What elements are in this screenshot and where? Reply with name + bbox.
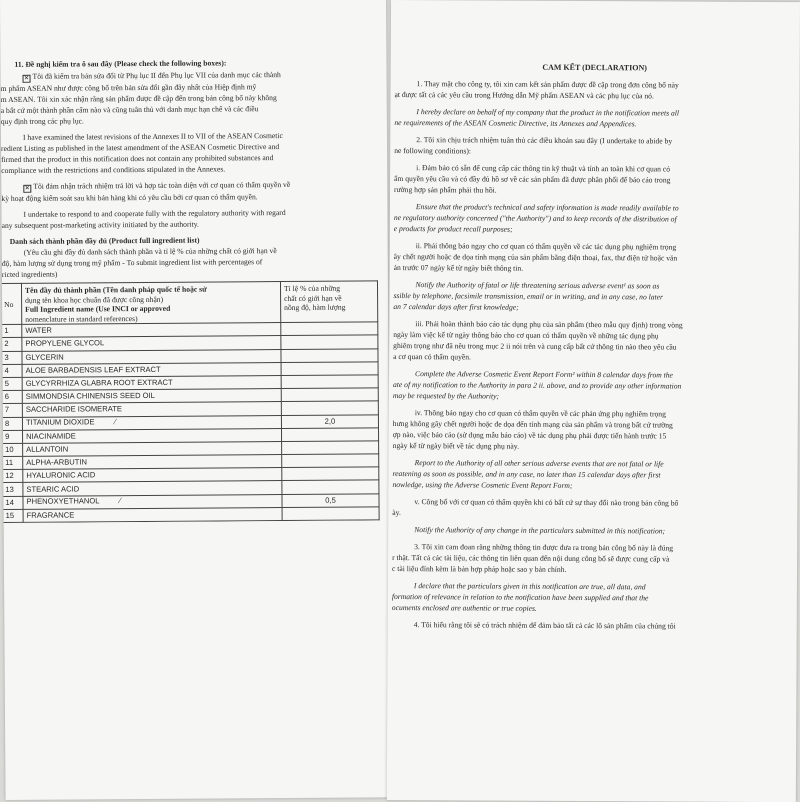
text-line: i. Đảm bảo có sẵn để cung cấp các thông tin kỹ thuật và tính an toàn khi cơ quan có	[416, 162, 671, 174]
right-document-page	[387, 0, 800, 802]
text-line: nowledge, using the Adverse Cosmetic Event Report Form;	[392, 480, 573, 490]
check-mark-icon: ⁄	[114, 417, 116, 427]
section-title: 11. Đề nghị kiểm tra ô sau đây (Please check the following boxes):	[14, 58, 227, 69]
text-line: redient Listing as published in the latest amendment of the ASEAN Cosmetic Directive and	[1, 142, 280, 154]
row-number: 3	[1, 351, 22, 364]
table-row	[2, 507, 379, 523]
ingredient-percentage: 0,5	[282, 493, 379, 507]
text-line: v. Công bố với cơ quan có thẩm quyền khi có bất cứ sự thay đổi nào trong bản công bố	[414, 497, 679, 508]
text-line: iii. Phải hoàn thành báo cáo tác dụng phụ của sản phẩm (theo mẫu quy định) trong vòng	[415, 318, 683, 330]
ingredient-name: ALPHA-ARBUTIN	[23, 455, 282, 470]
row-number: 10	[2, 443, 23, 456]
ingredient-name: TITANIUM DIOXIDE ⁄	[22, 415, 281, 430]
row-number: 1	[1, 325, 22, 338]
text-line: compliance with the restrictions and conditions stipulated in the Annexes.	[1, 164, 226, 176]
text-line: hưng không gây chết người hoặc đe dọa đến tính mạng của sản phẩm và trong bất cứ trường	[392, 418, 673, 430]
ingredient-name: SIMMONDSIA CHINENSIS SEED OIL	[22, 389, 281, 404]
ingredient-percentage	[281, 348, 378, 362]
ingredient-percentage	[282, 480, 379, 494]
text-line: c tài liệu đính kèm là bản hợp pháp hoặc sao y bản chính.	[391, 564, 567, 575]
ingredient-percentage	[281, 401, 378, 415]
text-line: m ASEAN. Tôi xin xác nhận rằng sản phẩm được đề cập đến trong bản công bố này không	[0, 93, 277, 105]
declaration-section	[392, 62, 795, 633]
row-number: 7	[1, 404, 22, 417]
text-line: ẩm quyền yêu cầu và có đầy đủ hồ sơ về các sản phẩm đã được phân phối để báo cáo trong	[394, 173, 671, 185]
text-line: formation of relevance in relation to the notification have been supplied and that the	[391, 592, 649, 603]
ingredient-percentage	[281, 428, 378, 442]
row-number: 4	[1, 364, 22, 377]
text-line: I undertake to respond to and cooperate fully with the regulatory authority with regard	[23, 208, 286, 219]
text-line: ghiêm trọng như đã nêu trong mục 2 ii nói trên và cung cấp bất cứ thông tin nào theo yêu cầu	[393, 340, 677, 352]
ingredient-name: WATER	[22, 323, 281, 338]
text-line: I hereby declare on behalf of my company that the product in the notification meets all	[416, 106, 680, 118]
row-number: 9	[2, 430, 23, 443]
row-number: 15	[2, 509, 23, 522]
text-line: kỳ hoạt động kiểm soát sau khi bán hàng khi có yêu cầu bởi cơ quan có thẩm quyền.	[1, 192, 258, 204]
text-line: firmed that the product in this notification does not contain any prohibited substances and	[1, 153, 274, 165]
ingredient-name: GLYCYRRHIZA GLABRA ROOT EXTRACT	[22, 375, 281, 390]
text-line: 2. Tôi xin chịu trách nhiệm tuân thủ các điều khoản sau đây (I undertake to abide by	[416, 134, 673, 146]
ingredient-percentage	[281, 375, 378, 389]
checkbox-line: ✕ Tôi đã kiểm tra bản sửa đổi từ Phụ lục II đến Phụ lục VII của danh mục các thành	[24, 70, 281, 82]
ingredient-rows	[1, 322, 379, 522]
text-line: reatening as soon as possible, and in any case, no later than 15 calendar days after first	[392, 469, 661, 480]
text-line: I have examined the latest revisions of the Annexes II to VII of the ASEAN Cosmetic	[22, 131, 283, 142]
ingredient-percentage	[281, 362, 378, 376]
text-line: 4. Tôi hiểu rằng tôi sẽ có trách nhiệm để đảm bảo tất cả các lô sản phẩm của chúng tôi	[413, 620, 676, 631]
text-line: ản trước 07 ngày kể từ ngày biết thông tin.	[393, 262, 524, 273]
text-line: Report to the Authority of all other serious adverse events that are not fatal or life	[414, 458, 664, 469]
text-line: a bất cứ một thành phần cấm nào và cũng tuân thủ với danh mục hạn chế và các điều	[0, 104, 259, 116]
row-number: 2	[1, 338, 22, 351]
text-line: ây chết người hoặc đe dọa tính mạng của sản phẩm bằng điện thoại, fax, thư điện tử hoặc văn	[393, 251, 678, 263]
ingredient-percentage	[281, 388, 378, 402]
row-number: 6	[1, 390, 22, 403]
table-header-row	[0, 281, 377, 325]
text-line: ngày kể từ ngày biết về tác dụng phụ này.	[392, 440, 520, 451]
ingredient-name: NIACINAMIDE	[23, 428, 282, 443]
ingredient-percentage	[281, 335, 378, 349]
text-line: an 7 calendar days after first knowledge;	[393, 301, 519, 312]
ingredient-name: STEARIC ACID	[23, 481, 282, 496]
text-line: 3. Tôi xin cam đoan rằng những thông tin được đưa ra trong bản công bố này là đúng	[414, 542, 674, 553]
text-line: Notify the Authority of any change in the particulars submitted in this notification;	[414, 525, 666, 536]
header-no: No	[0, 284, 21, 325]
text-line: may be requested by the Authority;	[392, 390, 500, 401]
text-line: quy định trong các phụ lục.	[0, 116, 84, 127]
ingredient-percentage	[282, 507, 379, 521]
text-line: ne requirements of the ASEAN Cosmetic Directive, its Annexes and Appendices.	[394, 117, 637, 128]
ingredient-name: GLYCERIN	[22, 349, 281, 364]
ingredient-name: HYALURONIC ACID	[23, 468, 282, 483]
ingredient-section	[0, 57, 387, 523]
ingredient-name: PROPYLENE GLYCOL	[22, 336, 281, 351]
text-line: 1. Thay mặt cho công ty, tôi xin cam kết sản phẩm được đề cập trong đơn công bố này	[416, 78, 679, 90]
text-line: ngày làm việc kể từ ngày thông báo cho cơ quan có thẩm quyền về những tác dụng phụ	[393, 329, 659, 341]
text-line: Ensure that the product's technical and safety information is made readily available to	[415, 201, 679, 213]
ingredient-percentage	[281, 322, 378, 336]
text-line: any subsequent post-marketing activity initiated by the authority.	[1, 219, 199, 231]
ingredient-name: ALOE BARBADENSIS LEAF EXTRACT	[22, 362, 281, 377]
checked-box-icon: ✕	[24, 185, 30, 192]
text-line: ocuments enclosed are authentic or true copies.	[391, 603, 537, 613]
declaration-title: CAM KẾT (DECLARATION)	[542, 62, 647, 73]
ingredient-percentage	[282, 467, 379, 481]
text-line: iv. Thông báo ngay cho cơ quan có thẩm quyền về các phản ứng phụ nghiêm trọng	[414, 408, 666, 419]
row-number: 5	[1, 377, 22, 390]
text-line: a cơ quan có thẩm quyền.	[393, 351, 471, 362]
checkbox-line: ✕ Tôi đảm nhận trách nhiệm trả lời và hợp tác toàn diện với cơ quan có thẩm quyền về	[24, 180, 291, 192]
text-line: ate of my notification to the Authority in para 2 ii. above, and to provide any other information	[392, 379, 682, 391]
text-line: (Yêu cầu ghi đầy đủ danh sách thành phần và tỉ lệ % của những chất có giới hạn về	[23, 246, 277, 258]
header-ingredient-name: Tên đầy đủ thành phần (Tên danh pháp quốc tế hoặc sử dụng tên khoa học chuẩn đã được công nhận) Full Ingredient name (Use INCI or approved nomenclature in standard references)	[21, 282, 280, 325]
row-number: 12	[2, 470, 23, 483]
text-line: ạt được tất cả các yêu cầu trong Hướng dẫn Mỹ phẩm ASEAN và các phụ lục của nó.	[394, 89, 654, 100]
text-line: độ, hàm lượng sử dụng trong mỹ phẩm - To submit ingredient list with percentages of	[1, 257, 263, 269]
text-line: ợp nào, việc báo cáo (sử dụng mẫu báo cáo) về tác dụng phụ phải được tiến hành trước 15	[392, 429, 667, 441]
checked-box-icon: ✕	[24, 75, 30, 82]
text-line: m phẩm ASEAN như được công bố trên bản sửa đổi gần đây nhất của Hiệp định mỹ	[0, 82, 257, 94]
text-line: ày.	[392, 508, 401, 518]
text-line: r thật. Tất cả các tài liệu, các thông tin liên quan đến nội dung công bố sẽ được cung cấp và	[392, 553, 670, 564]
ingredient-table	[0, 281, 379, 523]
check-mark-icon: ⁄	[119, 496, 121, 506]
row-number: 13	[2, 483, 23, 496]
text-line: Notify the Authority of fatal or life threatening serious adverse event¹ as soon as	[415, 279, 660, 291]
text-line: I declare that the particulars given in this notification are true, all data, and	[413, 581, 646, 592]
text-line: ne following conditions):	[394, 145, 472, 156]
ingredient-name: PHENOXYETHANOL ⁄	[23, 494, 282, 509]
ingredient-name: SACCHARIDE ISOMERATE	[22, 402, 281, 417]
text-line: Complete the Adverse Cosmetic Event Report Form² within 8 calendar days from the	[415, 369, 673, 380]
ingredient-name: FRAGRANCE	[23, 507, 282, 522]
ingredient-percentage	[282, 441, 379, 455]
ingredient-name: ALLANTOIN	[23, 441, 282, 456]
header-percentage: Tỉ lệ % của những chất có giới hạn về nồng độ, hàm lượng	[280, 281, 377, 323]
ingredient-list-title: Danh sách thành phần đầy đủ (Product full ingredient list)	[9, 235, 200, 247]
row-number: 14	[2, 496, 23, 509]
text-line: e products for product recall purposes;	[393, 223, 513, 234]
row-number: 8	[1, 417, 22, 430]
text-line: ricted ingredients)	[1, 269, 58, 280]
text-line: rường hợp sản phẩm phải thu hồi.	[393, 184, 497, 195]
text-line: ssible by telephone, facsimile transmission, email or in writing, and in any case, no later	[393, 290, 664, 302]
left-document-page	[0, 0, 392, 800]
ingredient-percentage	[282, 454, 379, 468]
text-line: ne regulatory authority concerned ("the Authority") and to keep records of the distribution of	[393, 212, 677, 224]
text-line: ii. Phải thông báo ngay cho cơ quan có thẩm quyền về các tác dụng phụ nghiêm trọng	[415, 240, 677, 252]
ingredient-percentage: 2,0	[281, 414, 378, 428]
row-number: 11	[2, 456, 23, 469]
